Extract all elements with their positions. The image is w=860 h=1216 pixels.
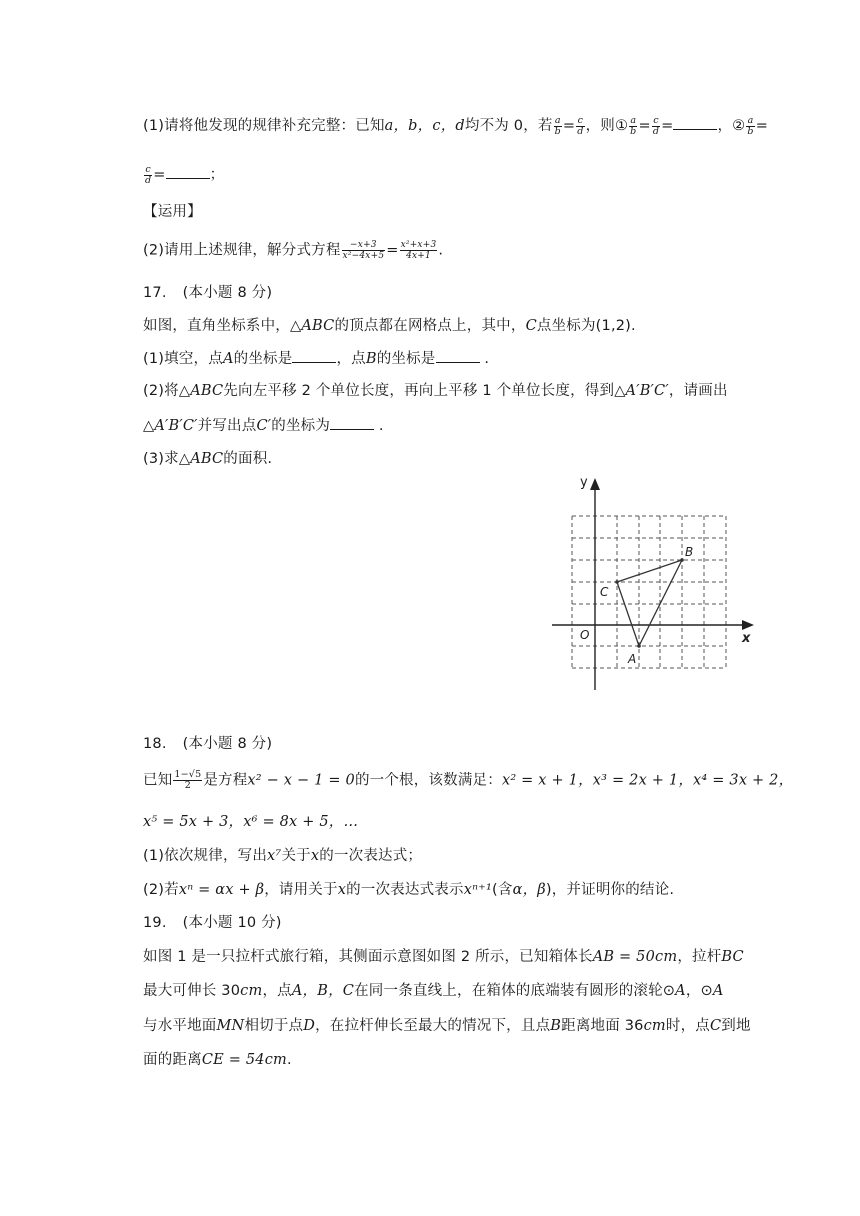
- question-score: (本小题 10 分): [182, 915, 282, 931]
- q17-part2-line2: △A′B′C′并写出点C′的坐标为 .: [143, 415, 384, 436]
- axes: [552, 488, 744, 690]
- q16-then: ，则①: [585, 118, 629, 134]
- q17-part1: (1)填空，点A的坐标是 ，点B的坐标是 .: [143, 348, 489, 369]
- q19-line1: 如图 1 是一只拉杆式旅行箱，其侧面示意图如图 2 所示，已知箱体长AB = 50cm，拉杆BC: [143, 949, 744, 965]
- fraction-a-over-b: $\frac{a}{b}$: [747, 114, 754, 137]
- q16-vars: a，b，c，d: [384, 118, 465, 134]
- root-fraction: $\frac{1-√5}{2}$: [174, 769, 202, 791]
- question-number: 19.: [143, 915, 167, 931]
- answer-blank[interactable]: [166, 164, 210, 179]
- fraction-c-over-d: $\frac{c}{d}$: [577, 114, 584, 137]
- y-axis-label: y: [580, 475, 588, 490]
- vertex-b: [680, 558, 684, 562]
- q18-header: [143, 734, 272, 754]
- y-axis-arrow-icon: [590, 478, 600, 490]
- q16-part1-line1: (1)请将他发现的规律补充完整：已知a，b，c，d均不为 0，若 $\frac{a}{b}$ = $\frac{c}{d}$ ，则① $\frac{a}{b}$ = $\frac{c}{d}$ = ，② $\frac{a}{b}$ =: [143, 114, 769, 137]
- x-axis-label: x: [742, 631, 751, 646]
- q17-header: [143, 283, 272, 303]
- question-number: 17.: [143, 285, 167, 301]
- equation-rhs-fraction: $\frac{\text{x²+x+3}}{4x+1}$: [400, 240, 437, 261]
- q18-part2: (2)若xⁿ = αx + β，请用关于x的一次表达式表示xⁿ⁺¹(含α，β)，并证明你的结论.: [143, 882, 675, 898]
- coordinate-grid-figure: [548, 474, 760, 692]
- q18-line2: x⁵ = 5x + 3，x⁶ = 8x + 5，…: [143, 814, 359, 830]
- point-b-label: B: [685, 545, 694, 559]
- fraction-a-over-b: $\frac{a}{b}$: [554, 114, 561, 137]
- fraction-c-over-d: $\frac{c}{d}$: [145, 163, 152, 186]
- q19-line3: 与水平地面MN相切于点D，在拉杆伸长至最大的情况下，且点B距离地面 36cm时，点C到地: [143, 1018, 751, 1034]
- question-number: 18.: [143, 736, 167, 752]
- q16-part1-text: (1)请将他发现的规律补充完整：已知: [143, 118, 385, 134]
- q16-separator: ，②: [717, 118, 746, 134]
- equation-lhs-fraction: $\frac{-x+3}{\text{x²−4x+5}}$: [342, 240, 385, 261]
- fraction-a-over-b: $\frac{a}{b}$: [630, 114, 637, 137]
- point-c-label: C: [600, 585, 609, 599]
- fraction-c-over-d: $\frac{c}{d}$: [652, 114, 660, 137]
- vertex-a: [637, 644, 641, 648]
- origin-label: O: [580, 628, 590, 642]
- point-a-label: A: [628, 652, 637, 666]
- q18-line1: 已知 $\frac{1-√5}{2}$ 是方程x² − x − 1 = 0的一个根，该数满足：x² = x + 1，x³ = 2x + 1，x⁴ = 3x + 2，: [143, 769, 794, 791]
- q19-header: [143, 913, 282, 933]
- q17-intro: 如图，直角坐标系中，△ABC的顶点都在网格点上，其中，C点坐标为(1,2).: [143, 318, 636, 334]
- answer-blank[interactable]: [673, 115, 717, 130]
- q16-part2: (2)请用上述规律，解分式方程 $\frac{-x+3}{\text{x²−4x+5}}$ = $\frac{\text{x²+x+3}}{4x+1}$ .: [143, 240, 444, 261]
- answer-blank-c[interactable]: [330, 415, 374, 430]
- q17-part3: (3)求△ABC的面积.: [143, 451, 273, 467]
- q18-part1: (1)依次规律，写出x⁷关于x的一次表达式；: [143, 848, 423, 864]
- q16-part1-line2: $\frac{c}{d}$ = ；: [145, 163, 225, 186]
- q16-part2-text: (2)请用上述规律，解分式方程: [143, 242, 341, 259]
- answer-blank-a[interactable]: [292, 348, 336, 363]
- question-score: (本小题 8 分): [182, 285, 273, 301]
- vertex-c: [615, 580, 619, 584]
- apply-heading: 【运用】: [143, 204, 202, 220]
- x-axis-arrow-icon: [742, 620, 754, 630]
- answer-blank-b[interactable]: [436, 348, 480, 363]
- triangle-abc: [617, 560, 682, 646]
- q16-part1-text2: 均不为 0，若: [464, 118, 553, 134]
- q19-line2: 最大可伸长 30cm，点A，B，C在同一条直线上，在箱体的底端装有圆形的滚轮⊙A，⊙A: [143, 983, 724, 999]
- question-score: (本小题 8 分): [182, 736, 273, 752]
- q19-line4: 面的距离CE = 54cm.: [143, 1052, 292, 1068]
- q17-part2-line1: (2)将△ABC先向左平移 2 个单位长度，再向上平移 1 个单位长度，得到△A′B′C′，请画出: [143, 383, 728, 399]
